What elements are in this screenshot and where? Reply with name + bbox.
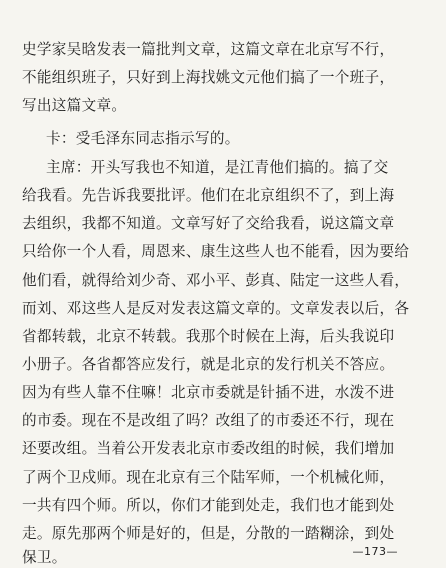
text-line: 主席：开头写我也不知道，是江青他们搞的。搞了交	[46, 159, 389, 176]
text-line: 只给你一个人看，周恩来、康生这些人也不能看，因为要给	[22, 243, 410, 260]
text-line: 不能组织班子，只好到上海找姚文元他们搞了一个班子，	[22, 69, 395, 86]
text-line: 给我看。先告诉我要批评。他们在北京组织不了，到上海	[22, 187, 395, 204]
text-line: 省都转载，北京不转载。我那个时候在上海，后头我说印	[22, 328, 395, 345]
text-line: 而刘、邓这些人是反对发表这篇文章的。文章发表以后，各	[22, 300, 410, 317]
text-line: 的市委。现在不是改组了吗？改组了的市委还不行，现在	[22, 412, 395, 429]
text-line: 还要改组。当着公开发表北京市委改组的时候，我们增加	[22, 440, 395, 457]
text-line: 一共有四个师。所以，你们才能到处走，我们也才能到处	[22, 497, 395, 514]
text-line: 走。原先那两个师是好的，但是，分散的一踏糊涂，到处	[22, 525, 395, 542]
text-line: 卡：受毛泽东同志指示写的。	[46, 130, 240, 147]
text-line: 保卫。	[22, 549, 67, 566]
text-line: 史学家吴晗发表一篇批判文章，这篇文章在北京写不行，	[22, 41, 395, 58]
text-line: 小册子。各省都答应发行，就是北京的发行机关不答应。	[22, 356, 395, 373]
text-line: 写出这篇文章。	[22, 97, 127, 114]
text-line: 了两个卫戍师。现在北京有三个陆军师，一个机械化师，	[22, 469, 395, 486]
text-line: 他们看，就得给刘少奇、邓小平、彭真、陆定一这些人看，	[22, 272, 410, 289]
text-line: 去组织，我都不知道。文章写好了交给我看，说这篇文章	[22, 215, 395, 232]
page-number: —173—	[352, 545, 398, 558]
text-line: 因为有些人靠不住嘛！北京市委就是针插不进，水泼不进	[22, 384, 395, 401]
